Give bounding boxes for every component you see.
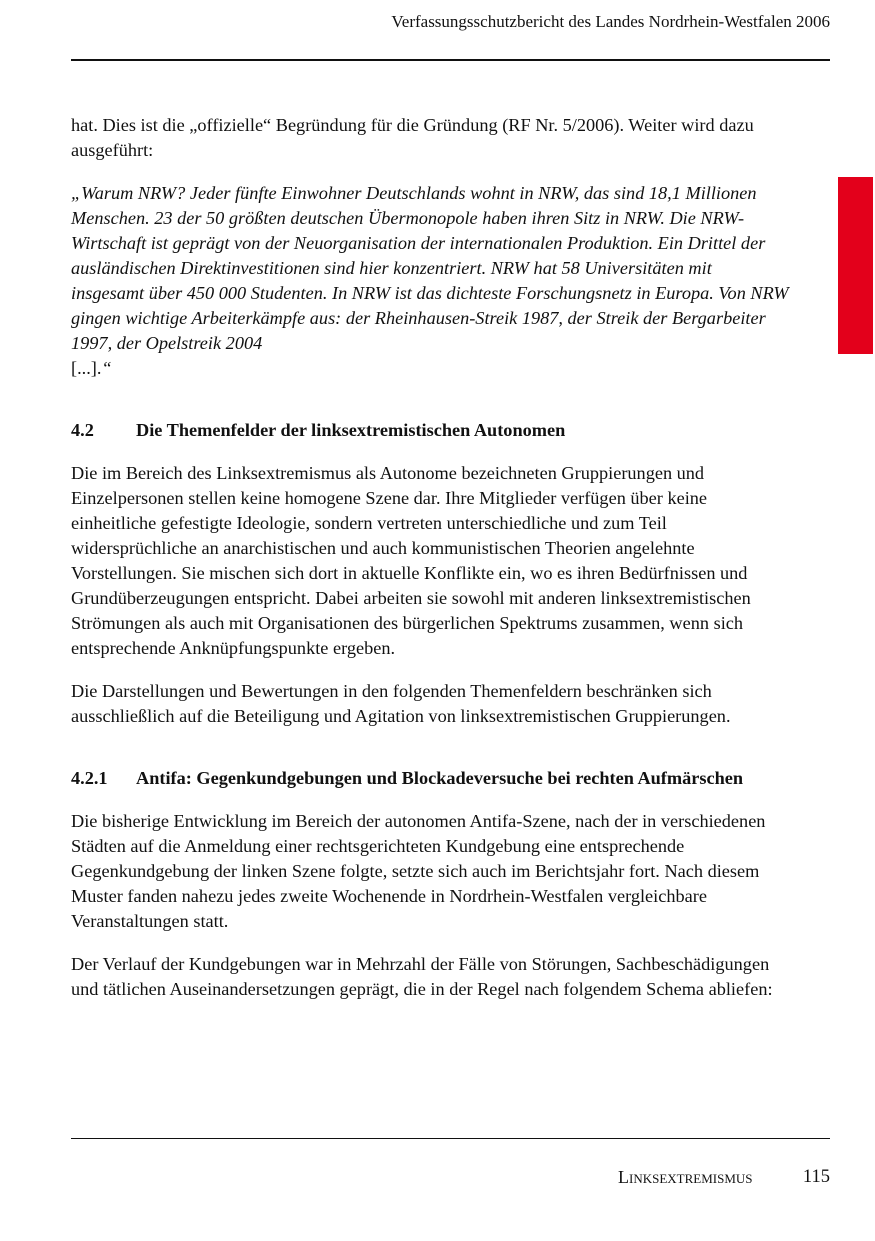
section-title: Antifa: Gegenkundgebungen und Blockadeversuche bei rechten Aufmärschen [136,768,744,788]
footer-rule [71,1138,830,1139]
quote-ellipsis: [...]. [71,358,102,378]
page-body [71,113,789,1020]
footer-section-name: Linksextremismus [618,1167,753,1187]
header-rule [71,59,830,61]
body-paragraph: Die im Bereich des Linksextremismus als Autonome bezeichneten Gruppierungen und Einzelpersonen stellen keine homogene Szene dar. Ihre Mitglieder verfügen über keine einheitliche gefestigte Ideologie, sondern vertreten unterschiedliche und zum Teil widersprüchliche an anarchistischen und auch kommunistischen Theorien angelehnte Vorstellungen. Sie mischen sich dort in aktuelle Konflikte ein, wo es ihren Bedürfnissen und Grundüberzeugungen entspricht. Dabei arbeiten sie sowohl mit anderen linksextremistischen Strömungen als auch mit Organisationen des bürgerlichen Spektrums zusammen, wenn sich entsprechende Anknüpfungspunkte ergeben. [71,463,751,658]
section-title: Die Themenfelder der linksextremistischen Autonomen [136,420,566,440]
quote-text: „Warum NRW? Jeder fünfte Einwohner Deutschlands wohnt in NRW, das sind 18,1 Millionen Menschen. 23 der 50 größten deutschen Übermonopole haben ihren Sitz in NRW. Die NRW-Wirtschaft ist geprägt von der Neuorganisation der internationalen Produktion. Ein Drittel der ausländischen Direktinvestitionen sind hier konzentriert. NRW hat 58 Universitäten mit insgesamt über 450 000 Studenten. In NRW ist das dichteste Forschungsnetz in Europa. Von NRW gingen wichtige Arbeiterkämpfe aus: der Rheinhausen-Streik 1987, der Streik der Bergarbeiter 1997, der Opelstreik 2004 [71,183,789,353]
intro-paragraph: hat. Dies ist die „offizielle“ Begründung für die Gründung (RF Nr. 5/2006). Weiter wird dazu ausgeführt: [71,115,754,160]
page-number: 115 [802,1167,830,1187]
body-paragraph: Die bisherige Entwicklung im Bereich der autonomen Antifa-Szene, nach der in verschiedenen Städten auf die Anmeldung einer rechtsgerichteten Kundgebung eine entsprechende Gegenkundgebung der linken Szene folgte, setzte sich auch im Berichtsjahr fort. Nach diesem Muster fanden nahezu jedes zweite Wochenende in Nordrhein-Westfalen vergleichbare Veranstaltungen statt. [71,811,766,931]
section-heading-4-2-1 [71,766,789,791]
running-header-title: Verfassungsschutzbericht des Landes Nordrhein-Westfalen 2006 [391,12,830,31]
quote-block [71,181,789,381]
chapter-marker-tab [838,177,873,354]
section-heading-4-2 [71,418,789,443]
body-paragraph: Die Darstellungen und Bewertungen in den folgenden Themenfeldern beschränken sich ausschließlich auf die Beteiligung und Agitation von linksextremistischen Gruppierungen. [71,681,731,726]
section-number: 4.2 [71,420,94,440]
section-number: 4.2.1 [71,768,108,788]
quote-close-mark: “ [101,358,112,378]
body-paragraph: Der Verlauf der Kundgebungen war in Mehrzahl der Fälle von Störungen, Sachbeschädigungen und tätlichen Auseinandersetzungen geprägt, die in der Regel nach folgendem Schema abliefen: [71,954,773,999]
